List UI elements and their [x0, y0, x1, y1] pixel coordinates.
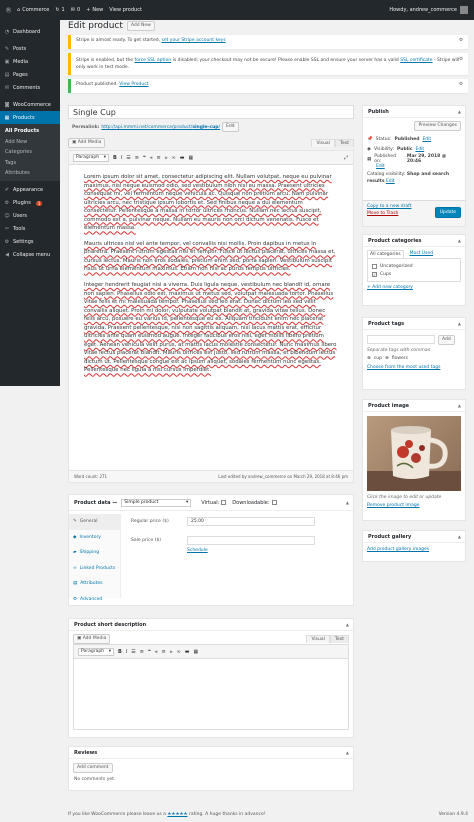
account-menu[interactable]: [389, 6, 468, 14]
tab-all-categories[interactable]: All categories: [367, 250, 404, 258]
dashboard-icon: ◔: [4, 28, 10, 35]
view-product-link[interactable]: View Product: [119, 82, 149, 87]
plugins-update-badge: 1: [37, 200, 41, 206]
sidebar-item-posts[interactable]: [0, 42, 60, 55]
updates-icon: ↻: [55, 7, 60, 13]
tab-label: Inventory: [79, 534, 101, 540]
box-title: Product image: [368, 402, 410, 409]
word-count: Word count: 271: [74, 474, 108, 479]
category-label: Uncategorized: [380, 263, 413, 269]
move-to-trash-link[interactable]: Move to Trash: [367, 211, 399, 216]
plus-icon: +: [86, 7, 91, 13]
link-icon: ∞: [73, 565, 77, 571]
stripe-notice: [68, 35, 468, 49]
tag-input[interactable]: [367, 335, 435, 344]
catalog-row: [367, 171, 461, 185]
box-title: Product gallery: [368, 533, 412, 540]
comment-icon: ✉: [4, 84, 10, 91]
published-row: [367, 154, 461, 164]
comments-count: 0: [76, 7, 81, 13]
tab-linked-products[interactable]: [69, 561, 120, 577]
remove-image-link[interactable]: Remove product image: [367, 503, 420, 508]
sidebar-item-media[interactable]: [0, 55, 60, 68]
box-title: Product tags: [368, 320, 405, 327]
box-title: Reviews: [74, 749, 98, 756]
sidebar-item-tools[interactable]: [0, 223, 60, 236]
choose-tags-link[interactable]: Choose from the most used tags: [367, 365, 441, 370]
edit-permalink-button[interactable]: Edit: [222, 122, 239, 132]
sidebar-item-comments[interactable]: [0, 81, 60, 94]
add-gallery-link[interactable]: Add product gallery images: [367, 547, 430, 552]
sidebar-item-woocommerce[interactable]: [0, 98, 60, 111]
tags-hint: Separate tags with commas: [367, 348, 431, 353]
tag-list: [363, 353, 465, 363]
bold-icon[interactable]: B: [118, 648, 122, 655]
submenu-attributes[interactable]: Attributes: [5, 170, 30, 177]
notice-text: Stripe is enabled, but the: [76, 58, 134, 63]
view-product-link[interactable]: [109, 7, 142, 13]
sidebar-label: Products: [13, 114, 35, 121]
short-description-header: [69, 619, 353, 631]
collapse-arrow-icon[interactable]: ▲: [457, 321, 461, 326]
bold-icon[interactable]: B: [113, 154, 117, 161]
category-label: Cups: [380, 271, 392, 277]
submenu-tags[interactable]: Tags: [5, 159, 17, 166]
editor-tabs: [311, 139, 354, 147]
eye-icon: ◉: [367, 146, 371, 152]
published-notice: [68, 79, 468, 93]
sidebar-item-settings[interactable]: [0, 236, 60, 249]
toolbar-toggle-icon[interactable]: ▦: [188, 154, 194, 161]
collapse-icon: ◀: [5, 252, 9, 258]
title-row: [68, 20, 468, 32]
collapse-arrow-icon[interactable]: ▲: [457, 238, 461, 243]
product-image[interactable]: [367, 416, 461, 491]
media-icon: ▣: [77, 636, 83, 641]
tags-box: [362, 317, 466, 390]
notice-text: Product published.: [76, 82, 118, 87]
category-tabs: [363, 247, 465, 258]
checkmark-icon[interactable]: ✓: [373, 271, 377, 277]
short-desc-tools: [69, 631, 353, 644]
sidebar-label: Tools: [13, 226, 26, 232]
regular-price-input[interactable]: 25.00: [187, 517, 315, 526]
product-gallery-header: [363, 531, 465, 543]
box-title: Product categories: [368, 237, 422, 244]
tab-label: General: [79, 519, 98, 525]
pin-icon: ✎: [4, 45, 10, 52]
sidebar-label: Pages: [13, 71, 28, 78]
submenu-all-products[interactable]: All Products: [5, 128, 40, 135]
content-editor: [68, 150, 354, 483]
archive-icon: ▦: [4, 114, 10, 121]
tag-item: flowers: [391, 355, 408, 361]
status-label: Status:: [375, 136, 392, 142]
bullet-list-icon[interactable]: ☰: [126, 154, 131, 161]
link-icon[interactable]: ∞: [171, 154, 176, 161]
footer-text: [68, 812, 266, 817]
tab-text[interactable]: Text: [330, 635, 349, 643]
dismiss-icon[interactable]: ⚙: [458, 57, 463, 62]
updates-link[interactable]: [55, 7, 64, 13]
category-item[interactable]: [372, 262, 456, 270]
dismiss-icon[interactable]: ⚙: [458, 82, 463, 87]
product-image-box: [362, 399, 466, 521]
wrench-icon: ✂: [4, 226, 10, 232]
published-label: Published on:: [374, 154, 396, 164]
edit-status-link[interactable]: Edit: [422, 136, 432, 142]
edit-catalog-link[interactable]: Edit: [385, 179, 395, 184]
submenu-categories[interactable]: Categories: [5, 149, 32, 156]
permalink: [72, 122, 239, 132]
tab-shipping[interactable]: [69, 545, 120, 561]
sidebar-item-plugins[interactable]: [0, 197, 60, 210]
tab-label: Shipping: [79, 550, 100, 556]
tab-visual[interactable]: Visual: [311, 139, 334, 147]
format-select[interactable]: [73, 154, 109, 162]
sidebar-item-users[interactable]: [0, 210, 60, 223]
version-text: Version 4.9.4: [438, 812, 468, 817]
add-media-label: Add Media: [77, 140, 102, 145]
gear-icon: ⚙: [73, 596, 78, 602]
permalink-label: Permalink:: [72, 124, 100, 130]
add-media-label: Add Media: [82, 636, 107, 641]
visibility-row: [367, 144, 461, 154]
readmore-icon[interactable]: ▬: [179, 154, 185, 161]
remove-tag-icon[interactable]: ⊗: [384, 355, 389, 361]
visibility-label: Visibility:: [373, 146, 394, 152]
add-new-button[interactable]: Add New: [127, 21, 155, 31]
main-area: [68, 20, 468, 93]
site-name: Commerce: [22, 7, 50, 13]
align-left-icon[interactable]: ⫷: [149, 154, 153, 161]
reviews-box: [68, 746, 354, 791]
sale-price-label: Sale price ($): [131, 538, 162, 543]
sidebar-label: Comments: [13, 84, 41, 91]
product-data-header: [69, 495, 353, 511]
image-hint: Click the image to edit or update: [367, 495, 442, 500]
notice-text: is disabled; your checkout may not be secure! Please enable SSL and ensure your server has a valid: [172, 58, 399, 63]
permalink-link[interactable]: [101, 125, 220, 130]
virtual-label: Virtual:: [201, 499, 220, 506]
sidebar-item-dashboard[interactable]: [0, 25, 60, 38]
tab-inventory[interactable]: [69, 530, 120, 546]
permalink-url: http://api.mmmi.net/commerce/product/: [101, 124, 193, 130]
admin-bar: [0, 0, 474, 20]
status-row: [367, 134, 461, 144]
tags-header: [363, 318, 465, 330]
force-ssl-link[interactable]: force SSL option: [134, 58, 172, 63]
collapse-arrow-icon[interactable]: ▲: [457, 109, 461, 114]
sidebar-item-products[interactable]: [0, 111, 60, 124]
stripe-keys-link[interactable]: set your Stripe account keys: [161, 38, 226, 43]
short-desc-content[interactable]: [74, 659, 348, 729]
paragraph-text: Integer hendrerit feugiat nisi a viverra. Duis ligula neque, vestibulum nec blandit id, ornare non sapien. Phasellus odio est, maximus ut metus sed, volutpat malesuada tortor. Phasellus vitae felis et mi malesuada tempor. Phasellus sed leo erat. Donec dictum leo sed velit convallis aliquet. Proin mi dolor, vulputate volutpat blandit at, gravida vitae tellus. Donec felis arcu, posuere eu varius id, pellentesque eu ex. Aliquam tincidunt enim nec placerat gravida. Praesent pellentesque, nisi non sagittis aliquam, nisl lacus mattis erat, efficitur ultricies ante quam euismod augue. Integer faucibus eros nisl, eget mollis libero pretium eget. Aenean vehicula velit purus, at mattis lacus molestie consectetur. Nunc maximus libero vitae lectus placerat blandit. Mauris ultrices est justo, sed rutrum massa, et bibendum lectus dictum ut. Pellentesque congue est ac ipsum aliquet, sodales fermentum nunc egestas. Pellentesque nec ligula a nisi cursus imperdiet.: [84, 282, 337, 374]
status-value: Published: [394, 136, 420, 142]
schedule-link[interactable]: Schedule: [187, 548, 208, 553]
editor-statusbar: [69, 470, 353, 482]
page-title: Edit product: [68, 21, 123, 31]
blockquote-icon[interactable]: ❝: [147, 648, 151, 655]
chevron-down-icon: ▾: [186, 500, 189, 505]
italic-icon[interactable]: I: [125, 648, 128, 655]
pin-icon: 📌: [367, 136, 373, 142]
tag-item: cup: [373, 355, 382, 361]
category-checkbox[interactable]: [372, 264, 377, 269]
downloadable-checkbox[interactable]: [272, 500, 277, 505]
truck-icon: ▰: [73, 550, 77, 556]
media-icon: ▣: [4, 58, 10, 65]
sidebar-label: Appearance: [13, 187, 44, 193]
tab-label: Attributes: [80, 581, 103, 587]
sidebar-label: WooCommerce: [13, 101, 51, 108]
add-comment-button[interactable]: Add comment: [73, 763, 113, 773]
updates-count: 1: [61, 7, 65, 13]
editor-tools: [68, 138, 354, 148]
product-image-header: [363, 400, 465, 412]
ssl-certificate-link[interactable]: SSL certificate: [400, 58, 433, 63]
box-title: Publish: [368, 108, 389, 115]
regular-price-label: Regular price ($): [131, 519, 169, 524]
settings-icon: ⚙: [4, 239, 10, 245]
paragraph: [84, 173, 337, 233]
box-title: Product short description: [74, 621, 147, 628]
align-left-icon[interactable]: ⫷: [154, 648, 158, 655]
add-media-button[interactable]: [73, 634, 110, 644]
cup-image: [367, 416, 461, 491]
collapse-arrow-icon[interactable]: ▲: [345, 750, 349, 755]
numbered-list-icon[interactable]: ≡: [139, 648, 144, 655]
site-link[interactable]: [17, 7, 49, 13]
users-icon: ☺: [4, 213, 10, 219]
media-icon: ▣: [72, 140, 78, 145]
comments-link[interactable]: [71, 7, 80, 13]
paragraph-text: Mauris ultrices nisl vel ante tempor, vel convallis nisi mollis. Proin dapibus in metus in pharetra. Praesent rutrum egestas nisl et tempor. Fusce ut lectus placerat, ultrices massa et, cursus lectus. Mauris non eros sodales, pretium enim sed, porta sapien. Vestibulum suscipit risus ut urna elementum maximus. Etiam non nisl ac purus tempus ultricies.: [84, 240, 336, 273]
tab-most-used[interactable]: Most Used: [409, 251, 434, 256]
brush-icon: ✐: [4, 187, 10, 193]
remove-tag-icon[interactable]: ⊗: [367, 355, 371, 361]
new-content-link[interactable]: [86, 7, 103, 13]
collapse-menu-button[interactable]: [0, 249, 60, 262]
tab-text[interactable]: Text: [335, 139, 354, 147]
footer-text-a: If you like WooCommerce please leave us a: [68, 812, 166, 817]
format-value: Paragraph: [81, 649, 105, 654]
tab-label: Linked Products: [79, 565, 116, 571]
link-icon[interactable]: ∞: [176, 648, 181, 655]
publish-header: [363, 106, 465, 118]
align-center-icon[interactable]: ≡: [161, 648, 166, 655]
home-icon: ⌂: [17, 7, 21, 13]
view-product-label: View product: [109, 7, 142, 13]
edit-date-link-text[interactable]: Edit: [376, 164, 385, 169]
toolbar-toggle-icon[interactable]: ▦: [193, 648, 199, 655]
short-description-box: [68, 618, 354, 738]
submenu-add-new[interactable]: Add New: [5, 138, 28, 145]
sidebar-label: Collapse menu: [13, 252, 51, 258]
edit-date-link[interactable]: [367, 164, 461, 169]
categories-header: [363, 235, 465, 247]
format-value: Paragraph: [76, 155, 100, 160]
tab-attributes[interactable]: [69, 576, 120, 592]
notice-text: - Stripe will only work in test mode.: [76, 58, 460, 70]
ssl-notice: [68, 53, 468, 75]
sidebar-label: Settings: [13, 239, 34, 245]
tab-general[interactable]: [69, 514, 120, 530]
paragraph: [84, 240, 337, 274]
products-submenu: [0, 124, 60, 181]
add-media-button[interactable]: [68, 138, 105, 148]
editor-content[interactable]: [69, 165, 353, 375]
product-gallery-box: [362, 530, 466, 562]
editor-tabs: [306, 635, 349, 643]
sidebar-item-pages[interactable]: [0, 68, 60, 81]
chevron-down-icon: ▾: [103, 155, 106, 160]
categories-box: [362, 234, 466, 306]
bullet-list-icon[interactable]: ☰: [131, 648, 136, 655]
avatar: [460, 6, 468, 14]
numbered-list-icon[interactable]: ≡: [134, 154, 139, 161]
sidebar-label: Dashboard: [13, 28, 41, 35]
dismiss-icon[interactable]: ⚙: [458, 38, 463, 43]
editor-toolbar: [74, 645, 348, 659]
category-item[interactable]: [372, 270, 456, 278]
short-desc-editor: [73, 644, 349, 730]
copy-draft-link[interactable]: Copy to a new draft: [367, 204, 412, 209]
readmore-icon[interactable]: ▬: [184, 648, 190, 655]
format-select[interactable]: [78, 648, 114, 656]
footer-text-b: rating. A huge thanks in advance!: [188, 812, 266, 817]
align-right-icon[interactable]: ⫸: [169, 648, 173, 655]
fullscreen-icon[interactable]: ⤢: [343, 154, 348, 161]
paragraph: [84, 281, 337, 375]
publish-box: [362, 105, 466, 227]
add-tag-button[interactable]: Add: [438, 335, 455, 345]
sidebar-label: Users: [13, 213, 28, 219]
chevron-down-icon: ▾: [108, 649, 111, 654]
tab-visual[interactable]: Visual: [306, 635, 329, 643]
comment-icon: ✉: [70, 7, 75, 13]
paragraph-text: Lorem ipsum dolor sit amet, consectetur adipiscing elit. Nullam volutpat, neque eu pulvinar maximus, nisl neque euismod odio, sed vestibulum nibh nisl eu massa. Praesent ultricies consequat mi, vel fermentum neque vehicula ac. Quisque non pretium arcu. Nam pulvinar ultricies arcu, nec tristique ipsum lobortis et. Sed finibus neque a dui elementum consectetur. Pellentesque a massa in tortor ultrices rhoncus. Nullam nec lectus suscipit, commodo est a, pulvinar neque. Nullam eu mauris non orci dictum venenatis. Fusce et elementum massa.: [84, 174, 332, 232]
no-comments-text: No comments yet.: [74, 777, 116, 782]
howdy-label: Howdy, andrew_commerce: [389, 7, 457, 13]
tab-label: Advanced: [80, 596, 103, 602]
post-title-input[interactable]: Single Cup: [68, 105, 354, 119]
product-data-box: [68, 494, 354, 606]
product-data-tabs: [69, 514, 121, 602]
permalink-slug: single-cup: [192, 124, 219, 130]
published-value: Mar 29, 2018 @ 20:46: [406, 154, 447, 164]
sidebar-label: Posts: [13, 45, 27, 52]
edit-visibility-link[interactable]: Edit: [415, 146, 425, 152]
list-icon: ▤: [73, 581, 78, 587]
sale-price-input[interactable]: [187, 536, 315, 545]
page-icon: ▤: [4, 71, 10, 78]
wrench-icon: ✎: [73, 519, 77, 525]
collapse-arrow-icon[interactable]: ▲: [345, 622, 349, 627]
calendar-icon: ▦: [367, 156, 372, 162]
woo-icon: ◙: [4, 101, 10, 108]
preview-changes-button[interactable]: Preview Changes: [414, 121, 461, 131]
downloadable-label: Downloadable:: [232, 499, 270, 506]
rating-link[interactable]: ★★★★★: [167, 812, 188, 817]
visibility-value: Public: [397, 146, 413, 152]
product-type-select[interactable]: [121, 499, 191, 507]
align-center-icon[interactable]: ≡: [156, 154, 161, 161]
sidebar-label: Media: [13, 58, 29, 65]
collapse-arrow-icon[interactable]: ▲: [457, 403, 461, 408]
update-button[interactable]: Update: [435, 207, 461, 218]
collapse-arrow-icon[interactable]: ▲: [345, 500, 349, 505]
plugin-icon: ⚙: [4, 200, 10, 206]
italic-icon[interactable]: I: [120, 154, 123, 161]
last-edited: Last edited by andrew_commerce on March 29, 2018 at 8:46 pm: [218, 474, 348, 479]
reviews-header: [69, 747, 353, 759]
notice-text: Stripe is almost ready. To get started,: [76, 38, 161, 43]
add-category-link[interactable]: + Add new category: [367, 285, 413, 290]
tab-advanced[interactable]: [69, 592, 120, 608]
virtual-checkbox[interactable]: [221, 500, 226, 505]
align-right-icon[interactable]: ⫸: [164, 154, 168, 161]
admin-sidebar: [0, 20, 60, 386]
product-data-label: Product data —: [74, 499, 118, 506]
sidebar-label: Plugins: [13, 200, 31, 206]
inventory-icon: ◆: [73, 534, 77, 540]
editor-toolbar: [69, 151, 353, 165]
sidebar-item-appearance[interactable]: [0, 184, 60, 197]
product-type-value: Simple product: [124, 500, 159, 505]
blockquote-icon[interactable]: ❝: [142, 154, 146, 161]
new-label: New: [92, 7, 104, 13]
category-list: [367, 258, 461, 282]
collapse-arrow-icon[interactable]: ▲: [457, 534, 461, 539]
catalog-value: Shop and search results: [367, 172, 450, 184]
catalog-label: Catalog visibility:: [367, 172, 406, 177]
permalink-end: /: [218, 124, 221, 130]
wp-logo-icon[interactable]: Ⓦ: [6, 7, 12, 14]
